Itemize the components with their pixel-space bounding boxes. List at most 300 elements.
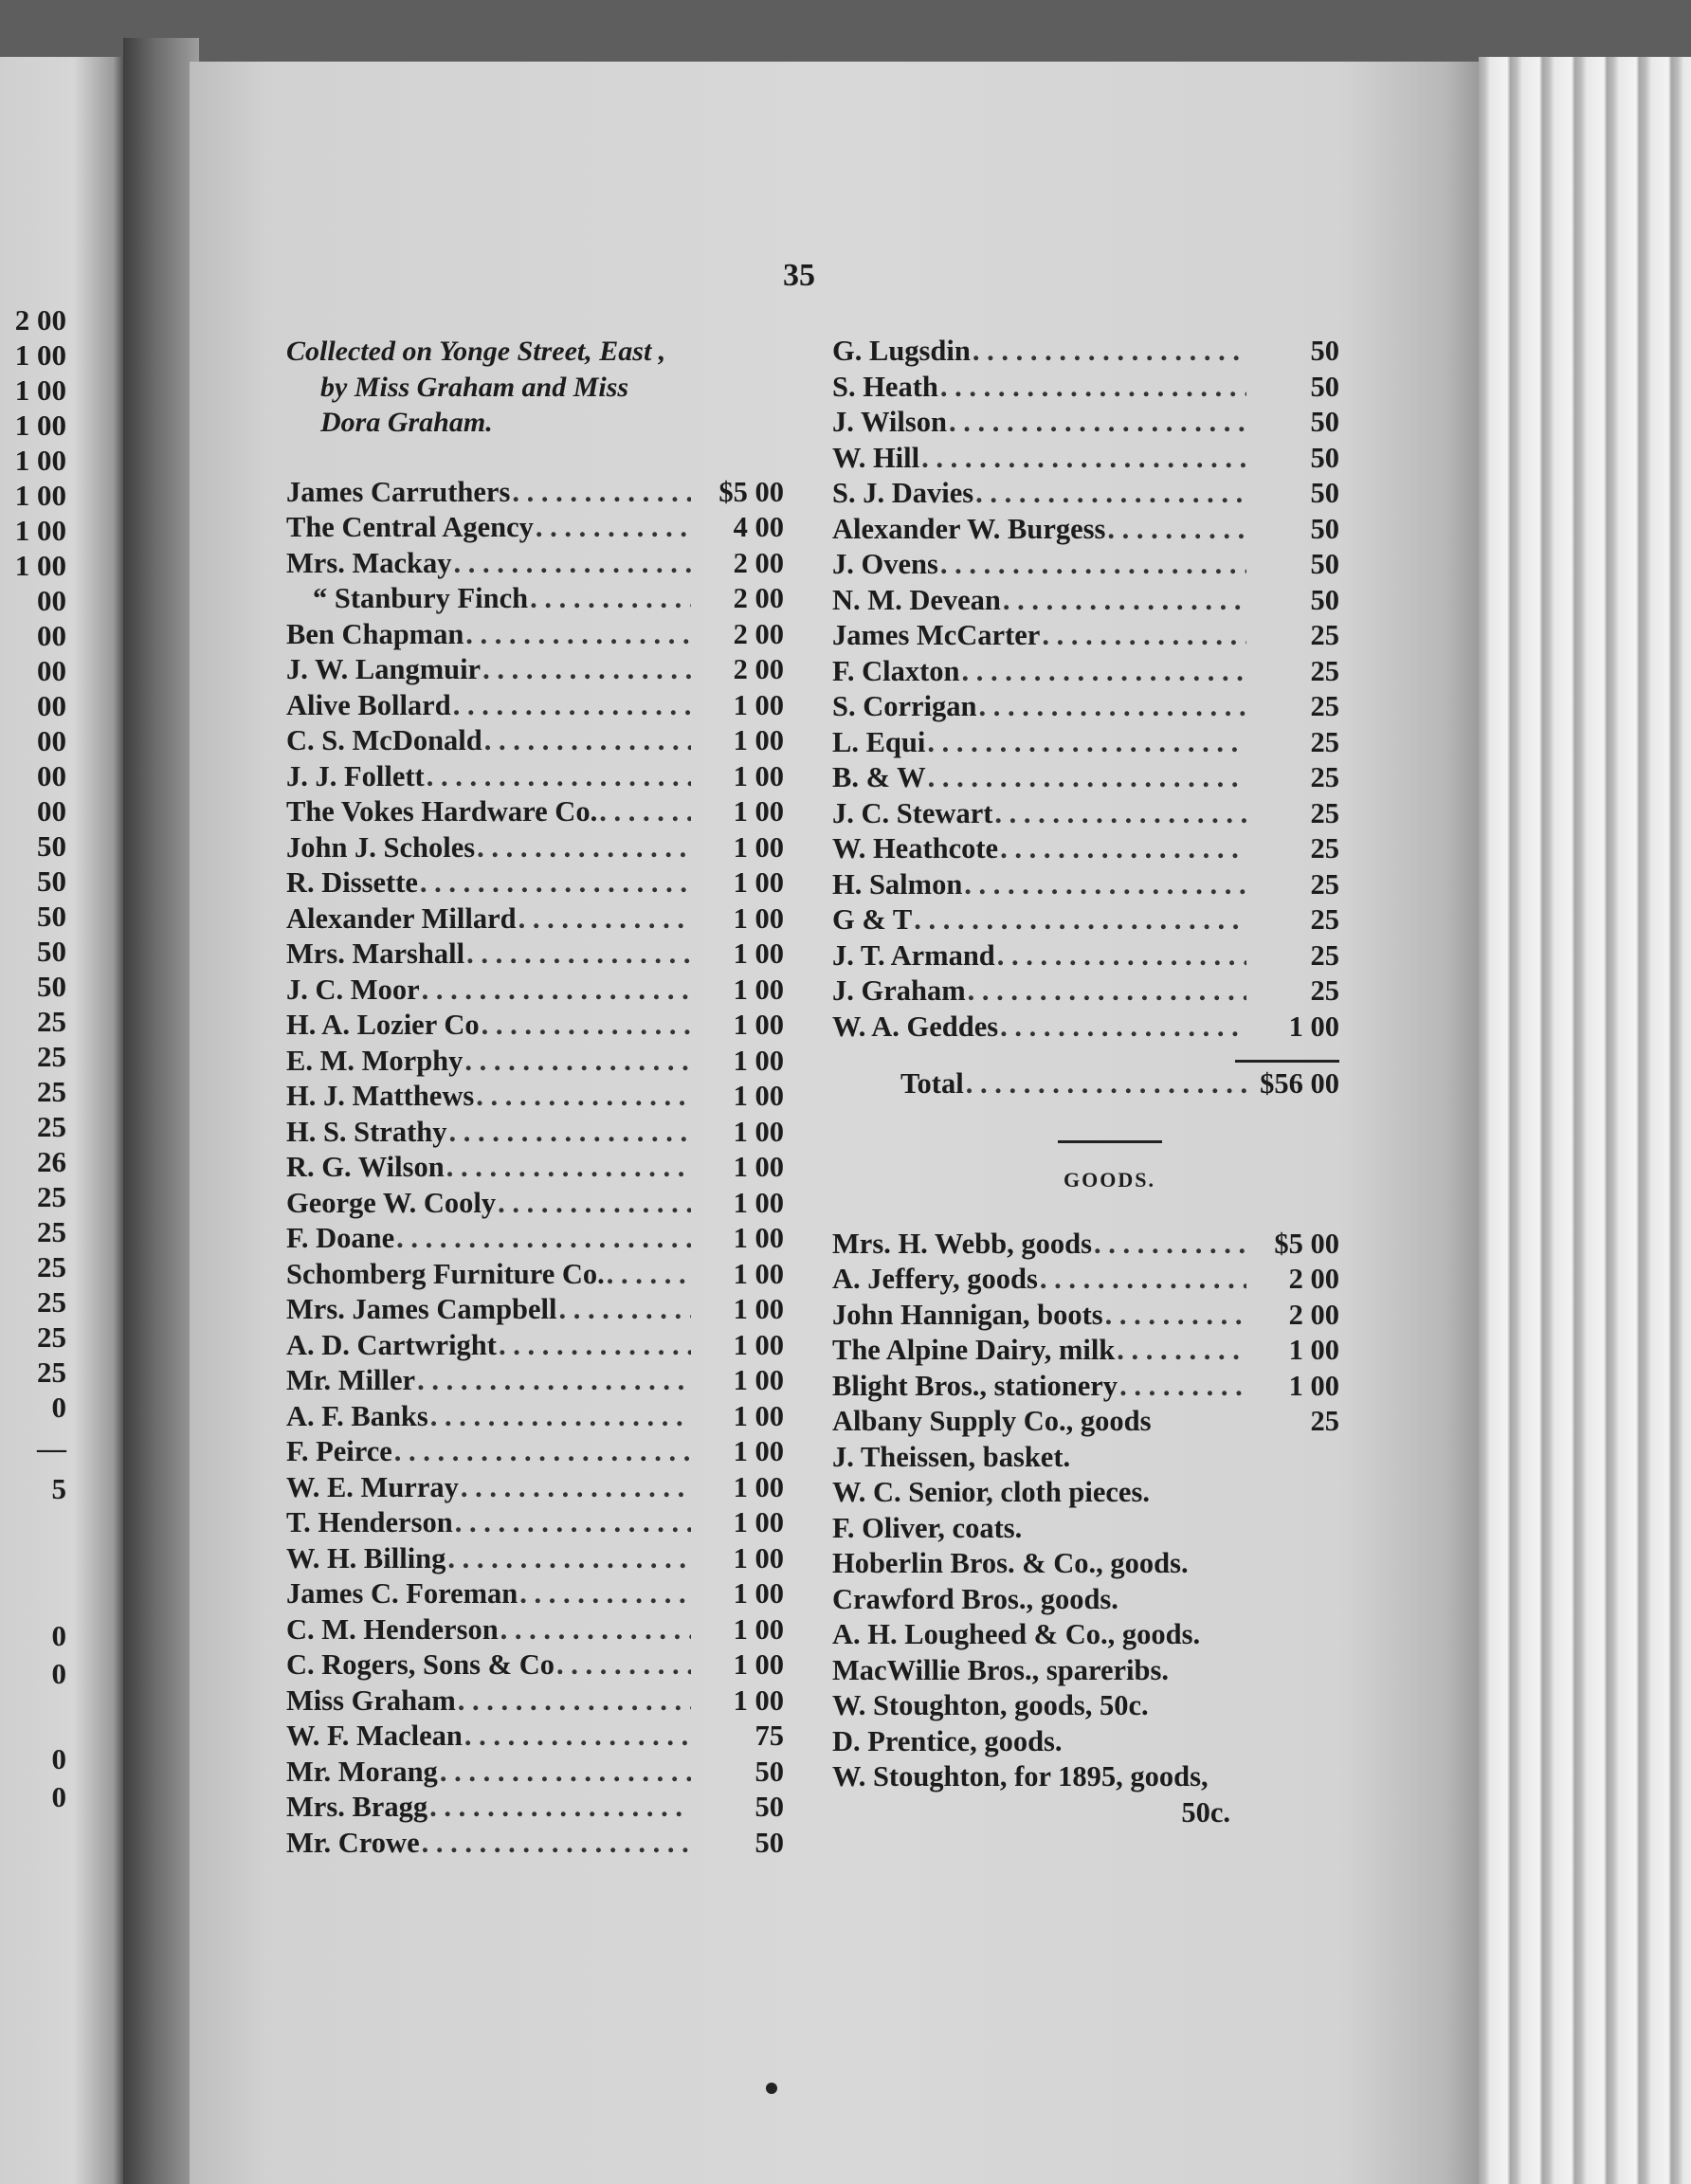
- list-item: [286, 652, 784, 688]
- dot-leader: [482, 1008, 691, 1044]
- list-item: [832, 1298, 1339, 1334]
- entry-amount: 1 00: [733, 830, 784, 864]
- list-item: [832, 1262, 1339, 1298]
- dot-leader: [464, 1044, 691, 1080]
- dot-leader: [465, 617, 691, 653]
- entry-amount: 50: [755, 1755, 784, 1788]
- facing-page-fragment: 5: [51, 1472, 66, 1505]
- list-item: [286, 1292, 784, 1328]
- entry-name: E. M. Morphy: [286, 1044, 464, 1077]
- entry-amount: 1 00: [733, 1222, 784, 1254]
- list-item: [832, 938, 1339, 974]
- facing-page-fragment: 25: [37, 1040, 66, 1073]
- facing-page-fragment: 25: [37, 1320, 66, 1354]
- list-item: [286, 1576, 784, 1612]
- list-item: [286, 1541, 784, 1577]
- entry-amount: 1 00: [733, 901, 784, 935]
- dot-leader: [420, 865, 691, 901]
- dot-leader: [536, 510, 691, 546]
- entry-name: N. M. Devean: [832, 583, 1001, 616]
- entry-name: C. M. Henderson: [286, 1612, 499, 1646]
- entry-name: Alexander Millard: [286, 901, 517, 935]
- dot-leader: [556, 1647, 691, 1684]
- entry-amount: 1 00: [733, 1328, 784, 1361]
- entry-name: “ Stanbury Finch: [313, 582, 529, 614]
- entry-name: J. J. Follett: [286, 759, 425, 792]
- dot-leader: [994, 796, 1246, 832]
- entry-name: Mrs. Mackay: [286, 546, 452, 579]
- list-item: [286, 1755, 784, 1791]
- entry-amount: 25: [1310, 903, 1339, 936]
- list-item: [286, 759, 784, 795]
- dot-leader: [429, 1790, 691, 1826]
- entry-amount: 25: [1310, 938, 1339, 972]
- entry-amount: 1 00: [733, 1257, 784, 1290]
- entry-amount: 50: [755, 1826, 784, 1859]
- dot-leader: [961, 654, 1246, 690]
- list-item: Crawford Bros., goods.: [832, 1582, 1118, 1615]
- entry-name: G. Lugsdin: [832, 335, 971, 367]
- entry-name: Mrs. Marshall: [286, 937, 465, 970]
- list-item: D. Prentice, goods.: [832, 1724, 1063, 1757]
- facing-page-fragment: 25: [37, 1110, 66, 1143]
- list-item: [286, 830, 784, 866]
- entry-name: Mr. Miller: [286, 1364, 416, 1396]
- dot-leader: [417, 1363, 691, 1399]
- left-column: [286, 334, 784, 1861]
- dot-leader: [966, 1066, 1246, 1102]
- list-item: [832, 1369, 1339, 1405]
- entry-name: The Alpine Dairy, milk: [832, 1334, 1116, 1366]
- dot-leader: [1107, 512, 1246, 548]
- entry-amount: 50: [1310, 441, 1339, 474]
- list-item: [832, 512, 1339, 548]
- list-item: [286, 1434, 784, 1470]
- goods-heading: GOODS.: [1064, 1167, 1155, 1192]
- list-item: [832, 1010, 1339, 1046]
- entry-name: S. J. Davies: [832, 477, 974, 509]
- entry-amount: 2 00: [733, 582, 784, 614]
- list-item: [286, 1399, 784, 1435]
- dot-leader: [530, 581, 691, 617]
- list-item: [286, 1257, 784, 1293]
- entry-name: The Central Agency: [286, 511, 534, 543]
- facing-page-fragment: 25: [37, 1215, 66, 1248]
- entry-amount: $5 00: [718, 475, 784, 508]
- entry-name: James C. Foreman: [286, 1577, 518, 1610]
- dot-leader: [461, 1470, 691, 1506]
- list-item: [832, 583, 1339, 619]
- facing-page-fragment: 1 00: [14, 444, 66, 477]
- list-item: [832, 902, 1339, 938]
- entry-amount: 2 00: [1288, 1263, 1339, 1295]
- facing-page-fragment: 00: [37, 584, 66, 617]
- facing-page-fragment: 0: [51, 1742, 66, 1775]
- goods-plain-list: [832, 1440, 1339, 1795]
- dot-leader: [928, 760, 1246, 796]
- entry-amount: 25: [1310, 619, 1339, 651]
- entry-amount: 75: [755, 1720, 784, 1752]
- entry-amount: 25: [1310, 796, 1339, 829]
- list-item: [286, 794, 784, 830]
- entry-amount: 1 00: [1288, 1010, 1339, 1043]
- dot-leader: [430, 1399, 691, 1435]
- entry-amount: 1 00: [733, 688, 784, 721]
- entry-amount: 25: [1310, 832, 1339, 864]
- goods-list: [832, 1227, 1339, 1440]
- entry-name: H. A. Lozier Co: [286, 1009, 480, 1041]
- entry-name: J. C. Stewart: [832, 796, 993, 829]
- facing-page-fragment: —: [37, 1431, 66, 1465]
- entry-amount: 1 00: [733, 1293, 784, 1325]
- entry-amount: 25: [1310, 1405, 1339, 1437]
- entry-name: George W. Cooly: [286, 1186, 497, 1219]
- list-item: [832, 618, 1339, 654]
- facing-page-fragment: 25: [37, 1285, 66, 1319]
- entry-name: Albany Supply Co., goods: [832, 1405, 1152, 1437]
- dot-leader: [1119, 1369, 1246, 1405]
- entry-amount: 2 00: [1288, 1298, 1339, 1331]
- entry-amount: 1 00: [733, 1399, 784, 1432]
- entry-amount: 4 00: [733, 511, 784, 543]
- list-item: [286, 1328, 784, 1364]
- entry-name: B. & W: [832, 761, 926, 793]
- entry-name: J. Wilson: [832, 406, 947, 438]
- entry-amount: 1 00: [733, 1684, 784, 1717]
- facing-page-fragment: 26: [37, 1145, 66, 1178]
- list-item: [286, 1790, 784, 1826]
- entry-amount: $5 00: [1274, 1227, 1339, 1260]
- facing-page-fragment: 50: [37, 935, 66, 968]
- list-item: [286, 1150, 784, 1186]
- dot-leader: [949, 405, 1246, 441]
- entry-amount: 1 00: [733, 1577, 784, 1610]
- list-item: [832, 760, 1339, 796]
- list-item: [286, 1186, 784, 1222]
- entry-amount: 1 00: [733, 1186, 784, 1219]
- list-item: [286, 1826, 784, 1862]
- dot-leader: [484, 723, 691, 759]
- list-item: [286, 1684, 784, 1720]
- entry-name: A. Jeffery, goods: [832, 1263, 1038, 1295]
- dot-leader: [968, 974, 1246, 1010]
- entry-name: F. Claxton: [832, 654, 960, 687]
- dot-leader: [927, 725, 1246, 761]
- dot-leader: [512, 475, 691, 511]
- entry-name: Schomberg Furniture Co.: [286, 1257, 605, 1290]
- dot-leader: [500, 1612, 691, 1648]
- list-item: [286, 973, 784, 1009]
- dot-leader: [1117, 1333, 1246, 1369]
- entry-amount: 1 00: [733, 973, 784, 1006]
- total-row: [832, 1066, 1339, 1102]
- entry-amount: 50: [1310, 477, 1339, 509]
- facing-page-fragment: 1 00: [14, 549, 66, 582]
- dot-leader: [940, 370, 1246, 406]
- entry-amount: 1 00: [733, 1612, 784, 1646]
- dot-leader: [1042, 618, 1246, 654]
- entry-name: James Carruthers: [286, 475, 511, 508]
- facing-page-fragment: 00: [37, 654, 66, 687]
- entry-amount: 1 00: [733, 759, 784, 792]
- entry-name: L. Equi: [832, 725, 926, 758]
- entry-amount: 1 00: [1288, 1334, 1339, 1366]
- dot-leader: [997, 938, 1246, 974]
- list-item: [286, 901, 784, 937]
- entry-name: G & T: [832, 903, 913, 936]
- page-number: 35: [783, 258, 815, 293]
- dot-leader: [477, 830, 691, 866]
- list-item: [286, 1044, 784, 1080]
- ink-spot: [766, 2083, 777, 2094]
- donor-list: [286, 475, 784, 1862]
- dot-leader: [422, 973, 691, 1009]
- entry-amount: 1 00: [733, 1364, 784, 1396]
- entry-amount: 1 00: [733, 1115, 784, 1148]
- list-item: [832, 370, 1339, 406]
- entry-name: R. Dissette: [286, 866, 418, 899]
- sum-rule: [1235, 1060, 1339, 1063]
- dot-leader: [921, 441, 1246, 477]
- entry-name: T. Henderson: [286, 1506, 453, 1538]
- entry-amount: 1 00: [733, 1435, 784, 1467]
- entry-name: H. Salmon: [832, 867, 963, 901]
- list-item: [286, 546, 784, 582]
- list-item: [286, 1363, 784, 1399]
- dot-leader: [466, 937, 691, 973]
- list-item: [286, 1647, 784, 1684]
- entry-name: J. Graham: [832, 974, 966, 1007]
- list-item: [286, 617, 784, 653]
- entry-amount: 1 00: [733, 1541, 784, 1574]
- entry-amount: 2 00: [733, 653, 784, 685]
- facing-page-fragment: 00: [37, 794, 66, 828]
- list-item: [832, 547, 1339, 583]
- entry-name: S. Heath: [832, 370, 938, 403]
- entry-amount: 1 00: [733, 1044, 784, 1077]
- facing-page: [0, 57, 123, 2184]
- dot-leader: [453, 688, 691, 724]
- facing-page-fragment: 25: [37, 1075, 66, 1108]
- list-item: [286, 723, 784, 759]
- entry-amount: 1 00: [733, 1648, 784, 1681]
- facing-page-fragment: 1 00: [14, 338, 66, 372]
- entry-name: Mr. Crowe: [286, 1826, 420, 1859]
- entry-amount: 50: [755, 1791, 784, 1823]
- facing-page-fragment: 1 00: [14, 479, 66, 512]
- dot-leader: [558, 1292, 691, 1328]
- entry-name: S. Corrigan: [832, 690, 977, 722]
- facing-page-fragment: 1 00: [14, 514, 66, 547]
- list-item: W. Stoughton, for 1895, goods,: [832, 1760, 1209, 1793]
- entry-name: Mrs. Bragg: [286, 1791, 428, 1823]
- list-item: Hoberlin Bros. & Co., goods.: [832, 1547, 1189, 1579]
- entry-name: John J. Scholes: [286, 830, 476, 864]
- dot-leader: [427, 759, 691, 795]
- entry-name: J. Ovens: [832, 548, 938, 580]
- entry-name: F. Doane: [286, 1222, 395, 1254]
- list-item: MacWillie Bros., spareribs.: [832, 1653, 1169, 1686]
- entry-amount: 25: [1310, 761, 1339, 793]
- entry-name: W. E. Murray: [286, 1470, 459, 1503]
- facing-page-fragment: 1 00: [14, 373, 66, 407]
- list-item: [832, 831, 1339, 867]
- dot-leader: [464, 1719, 691, 1755]
- entry-amount: 1 00: [1288, 1369, 1339, 1402]
- list-item: [832, 334, 1339, 370]
- entry-amount: 50: [1310, 583, 1339, 616]
- list-item: [286, 510, 784, 546]
- entry-name: A. D. Cartwright: [286, 1328, 497, 1361]
- dot-leader: [458, 1684, 691, 1720]
- list-item: [286, 865, 784, 901]
- list-item: [832, 1404, 1339, 1440]
- section-divider: [1058, 1140, 1162, 1143]
- page-edges: [1479, 57, 1691, 2184]
- facing-page-fragment: 0: [51, 1619, 66, 1652]
- entry-name: Alexander W. Burgess: [832, 512, 1106, 545]
- entry-name: C. Rogers, Sons & Co: [286, 1648, 555, 1681]
- list-item: [832, 405, 1339, 441]
- dot-leader: [422, 1826, 691, 1862]
- entry-name: A. F. Banks: [286, 1399, 428, 1432]
- dot-leader: [964, 867, 1246, 903]
- dot-leader: [499, 1328, 691, 1364]
- facing-page-fragment: 25: [37, 1250, 66, 1283]
- entry-amount: 1 00: [733, 724, 784, 756]
- list-item: J. Theissen, basket.: [832, 1440, 1071, 1473]
- entry-amount: 50: [1310, 370, 1339, 403]
- entry-amount: 2 00: [733, 546, 784, 579]
- facing-page-fragment: 00: [37, 689, 66, 722]
- list-item: [286, 688, 784, 724]
- entry-amount: 1 00: [733, 1506, 784, 1538]
- dot-leader: [453, 546, 691, 582]
- list-item: [832, 974, 1339, 1010]
- entry-amount: 1 00: [733, 937, 784, 970]
- heading-line: by Miss Graham and Miss: [320, 371, 629, 403]
- facing-page-fragment: 1 00: [14, 409, 66, 442]
- entry-name: J. W. Langmuir: [286, 653, 482, 685]
- list-item: [286, 1470, 784, 1506]
- dot-leader: [1000, 1010, 1246, 1046]
- entry-amount: 1 00: [733, 866, 784, 899]
- facing-page-fragment: 2 00: [14, 303, 66, 337]
- book-gutter: [123, 38, 199, 2184]
- entry-name: W. Heathcote: [832, 832, 999, 864]
- list-item: [832, 725, 1339, 761]
- heading-line: Dora Graham.: [320, 407, 493, 438]
- entry-amount: 25: [1310, 690, 1339, 722]
- dot-leader: [396, 1221, 691, 1257]
- entry-name: W. Hill: [832, 441, 920, 474]
- entry-amount: 1 00: [733, 1470, 784, 1503]
- dot-leader: [519, 1576, 691, 1612]
- collection-heading: [286, 334, 784, 441]
- list-item: F. Oliver, coats.: [832, 1511, 1023, 1544]
- dot-leader: [476, 1079, 691, 1115]
- dot-leader: [607, 1257, 691, 1293]
- list-item: [286, 1719, 784, 1755]
- entry-amount: 50: [1310, 512, 1339, 545]
- list-item: [832, 441, 1339, 477]
- facing-page-fragment: 0: [51, 1657, 66, 1690]
- right-column: [832, 334, 1339, 1830]
- list-item: [286, 1115, 784, 1151]
- entry-name: Ben Chapman: [286, 617, 464, 650]
- dot-leader: [979, 689, 1247, 725]
- dot-leader: [455, 1505, 691, 1541]
- entry-amount: 1 00: [733, 795, 784, 828]
- dot-leader: [394, 1434, 691, 1470]
- entry-amount: 50: [1310, 548, 1339, 580]
- facing-page-fragment: 00: [37, 759, 66, 792]
- list-item: [832, 867, 1339, 903]
- entry-amount: 1 00: [733, 1151, 784, 1183]
- entry-name: W. F. Maclean: [286, 1720, 463, 1752]
- list-item: [286, 1505, 784, 1541]
- dot-leader: [914, 902, 1246, 938]
- entry-name: W. H. Billing: [286, 1541, 446, 1574]
- entry-name: C. S. McDonald: [286, 724, 482, 756]
- facing-page-fragment: 00: [37, 619, 66, 652]
- list-item: [832, 476, 1339, 512]
- facing-page-fragment: 50: [37, 970, 66, 1003]
- donor-list-continued: [832, 334, 1339, 1045]
- list-item: W. C. Senior, cloth pieces.: [832, 1476, 1150, 1508]
- entry-amount: 1 00: [733, 1080, 784, 1112]
- facing-page-fragment: 50: [37, 829, 66, 863]
- list-item: [286, 937, 784, 973]
- list-item: W. Stoughton, goods, 50c.: [832, 1689, 1149, 1721]
- dot-leader: [482, 652, 691, 688]
- entry-amount: 50: [1310, 406, 1339, 438]
- entry-name: Mrs. H. Webb, goods: [832, 1227, 1092, 1260]
- facing-page-fragment: 25: [37, 1356, 66, 1389]
- dot-leader: [975, 476, 1246, 512]
- facing-page-fragment: 50: [37, 900, 66, 933]
- heading-line: Collected on Yonge Street, East ,: [286, 336, 666, 367]
- list-item: [832, 1227, 1339, 1263]
- dot-leader: [599, 794, 691, 830]
- entry-amount: 25: [1310, 974, 1339, 1007]
- list-item: A. H. Lougheed & Co., goods.: [832, 1618, 1201, 1650]
- dot-leader: [446, 1150, 691, 1186]
- entry-name: Blight Bros., stationery: [832, 1369, 1118, 1402]
- facing-page-fragment: 0: [51, 1391, 66, 1424]
- list-item: [286, 1008, 784, 1044]
- list-item: [832, 689, 1339, 725]
- list-item: [832, 796, 1339, 832]
- total-amount: $56 00: [1260, 1067, 1339, 1100]
- facing-page-fragment: 0: [51, 1780, 66, 1813]
- facing-page-fragment: 50: [37, 864, 66, 898]
- entry-name: Mr. Morang: [286, 1755, 438, 1788]
- list-item: [286, 1079, 784, 1115]
- dot-leader: [1040, 1262, 1246, 1298]
- list-item: [286, 1612, 784, 1648]
- dot-leader: [1105, 1298, 1246, 1334]
- facing-page-fragment: 00: [37, 724, 66, 757]
- entry-name: H. S. Strathy: [286, 1115, 447, 1148]
- facing-page-fragment: 25: [37, 1180, 66, 1213]
- entry-name: Miss Graham: [286, 1684, 456, 1717]
- dot-leader: [447, 1541, 691, 1577]
- entry-name: The Vokes Hardware Co.: [286, 795, 598, 828]
- dot-leader: [1094, 1227, 1246, 1263]
- dot-leader: [1000, 831, 1246, 867]
- entry-name: R. G. Wilson: [286, 1151, 445, 1183]
